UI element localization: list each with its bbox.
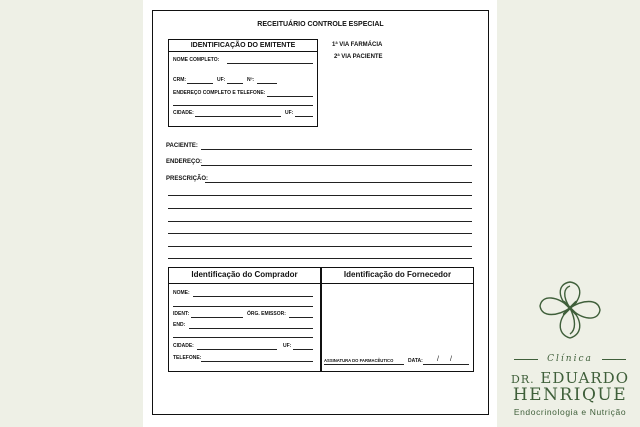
comprador-nome-field-2[interactable] xyxy=(173,306,313,307)
paciente-field[interactable] xyxy=(201,149,472,150)
date-slash: / xyxy=(437,356,439,363)
comprador-end-field-2[interactable] xyxy=(173,337,313,338)
ident-field[interactable] xyxy=(191,317,243,318)
crm-label: CRM: xyxy=(173,77,187,83)
fornecedor-heading: Identificação do Fornecedor xyxy=(322,268,473,284)
crm-field[interactable] xyxy=(187,83,213,84)
emitente-box xyxy=(168,39,318,127)
dr-prefix: DR. xyxy=(511,373,535,386)
first-name: EDUARDO xyxy=(540,369,629,387)
comprador-end-label: END: xyxy=(173,322,186,328)
clinic-brand xyxy=(500,270,640,427)
prescricao-label: PRESCRIÇÃO: xyxy=(166,176,209,182)
comprador-telefone-label: TELEFONE: xyxy=(173,355,202,361)
numero-label: Nº: xyxy=(247,77,255,83)
ident-label: IDENT: xyxy=(173,311,190,317)
comprador-nome-label: NOME: xyxy=(173,290,190,296)
uf2-field[interactable] xyxy=(295,116,313,117)
data-field[interactable] xyxy=(423,364,469,365)
endereco-telefone-field[interactable] xyxy=(267,96,313,97)
doctor-last-name: HENRIQUE xyxy=(512,385,628,405)
clinic-logo-icon xyxy=(534,278,606,344)
prescricao-line[interactable] xyxy=(168,246,472,247)
clinica-label: Clínica xyxy=(547,354,593,364)
nome-completo-field[interactable] xyxy=(227,63,313,64)
endereco-telefone-field-2[interactable] xyxy=(173,105,313,106)
prescricao-line[interactable] xyxy=(168,233,472,234)
comprador-nome-field[interactable] xyxy=(193,296,313,297)
emitente-heading: IDENTIFICAÇÃO DO EMITENTE xyxy=(169,40,317,52)
endereco-label: ENDEREÇO: xyxy=(166,159,203,165)
via-paciente: 2ª VIA PACIENTE xyxy=(334,54,383,60)
prescription-form xyxy=(152,10,489,415)
numero-field[interactable] xyxy=(257,83,277,84)
orgao-emissor-field[interactable] xyxy=(289,317,313,318)
via-farmacia: 1ª VIA FARMÁCIA xyxy=(332,42,383,48)
uf-field[interactable] xyxy=(227,83,243,84)
prescricao-line[interactable] xyxy=(168,221,472,222)
comprador-cidade-field[interactable] xyxy=(197,349,277,350)
nome-completo-label: NOME COMPLETO: xyxy=(173,57,220,63)
form-title: RECEITUÁRIO CONTROLE ESPECIAL xyxy=(257,21,384,28)
prescricao-line[interactable] xyxy=(205,182,472,183)
comprador-cidade-label: CIDADE: xyxy=(173,343,194,349)
comprador-heading: Identificação do Comprador xyxy=(169,268,320,284)
prescricao-line[interactable] xyxy=(168,195,472,196)
comprador-box xyxy=(168,267,321,372)
specialty-subtitle: Endocrinologia e Nutrição xyxy=(513,407,627,417)
data-label: DATA: xyxy=(408,358,423,364)
paciente-label: PACIENTE: xyxy=(166,143,198,149)
comprador-uf-field[interactable] xyxy=(293,349,313,350)
uf-label: UF: xyxy=(217,77,226,83)
cidade-label: CIDADE: xyxy=(173,110,194,116)
fornecedor-box xyxy=(321,267,474,372)
cidade-field[interactable] xyxy=(195,116,281,117)
prescricao-line[interactable] xyxy=(168,208,472,209)
assinatura-field[interactable] xyxy=(324,364,404,365)
comprador-end-field[interactable] xyxy=(189,328,313,329)
assinatura-label: ASSINATURA DO FARMACÊUTICO xyxy=(324,358,394,363)
comprador-telefone-field[interactable] xyxy=(201,361,313,362)
endereco-telefone-label: ENDEREÇO COMPLETO E TELEFONE: xyxy=(173,90,266,96)
orgao-emissor-label: ÓRG. EMISSOR: xyxy=(247,311,286,317)
uf2-label: UF: xyxy=(285,110,294,116)
date-slash: / xyxy=(450,356,452,363)
prescricao-line[interactable] xyxy=(168,258,472,259)
comprador-uf-label: UF: xyxy=(283,343,292,349)
endereco-field[interactable] xyxy=(201,165,472,166)
